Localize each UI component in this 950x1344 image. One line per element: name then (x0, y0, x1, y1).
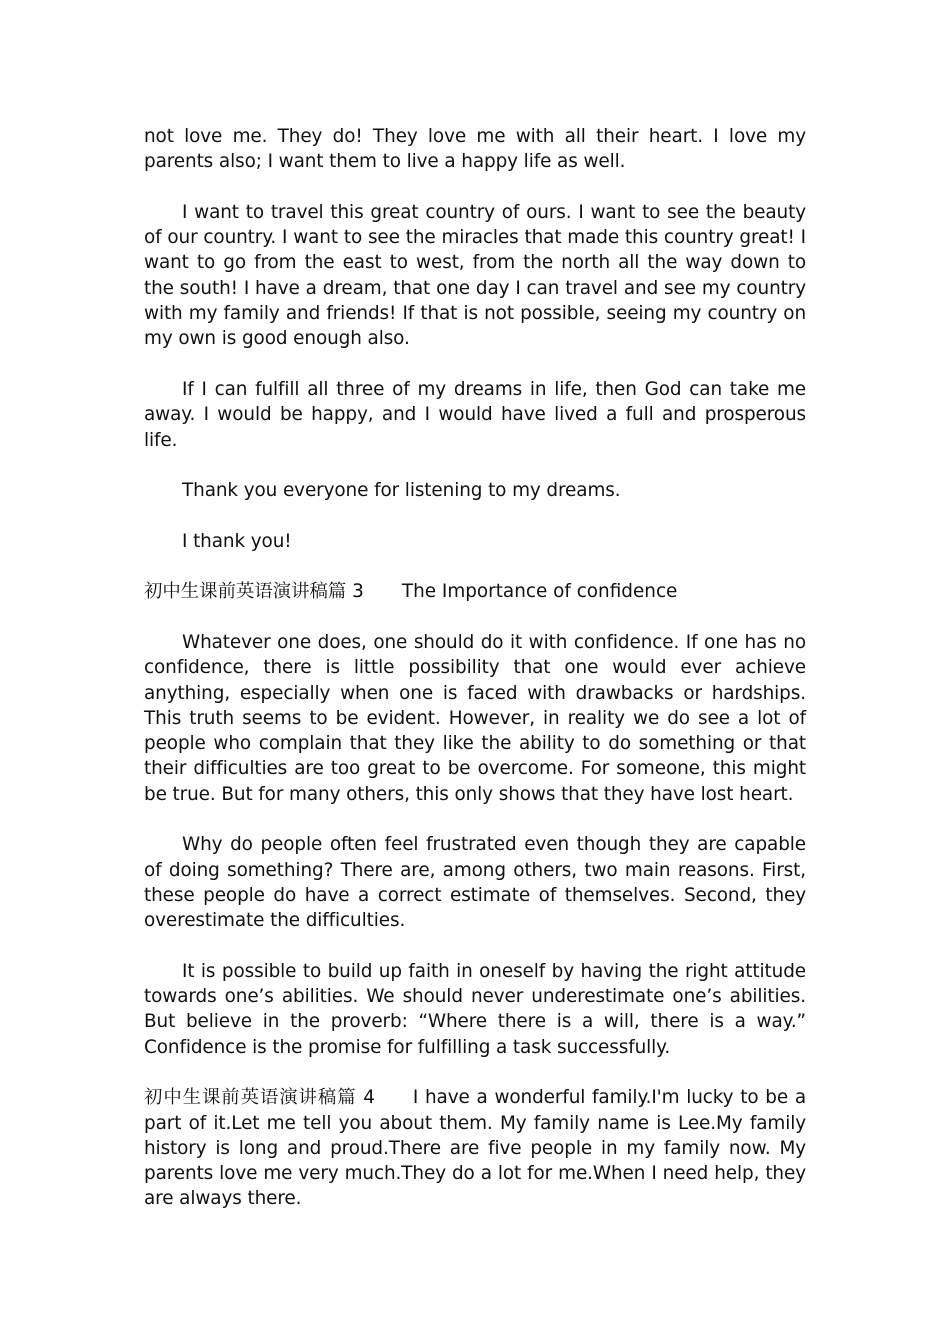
section-4-text: I have a wonderful family.I'm lucky to be a part of it.Let me tell you about them. My family name is Lee.My family history is long and proud.There are five people in my family now. My parents love me very much.They do a lot for me.When I need help, they are always there. (144, 1087, 807, 1210)
section-4-label: 初中生课前英语演讲稿篇 4 (144, 1087, 375, 1109)
paragraph-confidence-intro: Whatever one does, one should do it with confidence. If one has no confidence, there is little possibility that one would ever achieve anything, especially when one is faced with drawbacks or hardships. This truth seems to be evident. However, in reality we do see a lot of people who complain that they like the ability to do something or that their difficulties are too great to be overcome. For someone, this might be true. But for many others, this only shows that they have lost heart. (144, 631, 806, 805)
document-page (144, 124, 806, 1237)
paragraph-confidence-attitude: It is possible to build up faith in oneself by having the right attitude towards one’s abilities. We should never underestimate one’s abilities. But believe in the proverb: “Where there is a will, there is a way.” Confidence is the promise for fulfilling a task successfully. (144, 960, 806, 1058)
paragraph-travel-dream: I want to travel this great country of ours. I want to see the beauty of our country. I want to see the miracles that made this country great! I want to go from the east to west, from the north all the way down to the south! I have a dream, that one day I can travel and see my country with my family and friends! If that is not possible, seeing my country on my own is good enough also. (144, 201, 806, 350)
paragraph-thank-listening: Thank you everyone for listening to my dreams. (182, 480, 621, 502)
paragraph-love-parents: not love me. They do! They love me with all their heart. I love my parents also; I want them to live a happy life as well. (144, 126, 806, 173)
paragraph-fulfill-dreams: If I can fulfill all three of my dreams in life, then God can take me away. I would be happy, and I would have lived a full and prosperous life. (144, 378, 806, 451)
paragraph-thank-you: I thank you! (182, 530, 292, 552)
section-3-title: The Importance of confidence (401, 581, 678, 603)
paragraph-confidence-reasons: Why do people often feel frustrated even though they are capable of doing something? There are, among others, two main reasons. First, these people do have a correct estimate of themselves. Second, they overestimate the difficulties. (144, 834, 806, 932)
section-4-paragraph (144, 1085, 806, 1211)
section-3-label: 初中生课前英语演讲稿篇 3 (144, 581, 364, 603)
section-3-heading (144, 579, 806, 604)
